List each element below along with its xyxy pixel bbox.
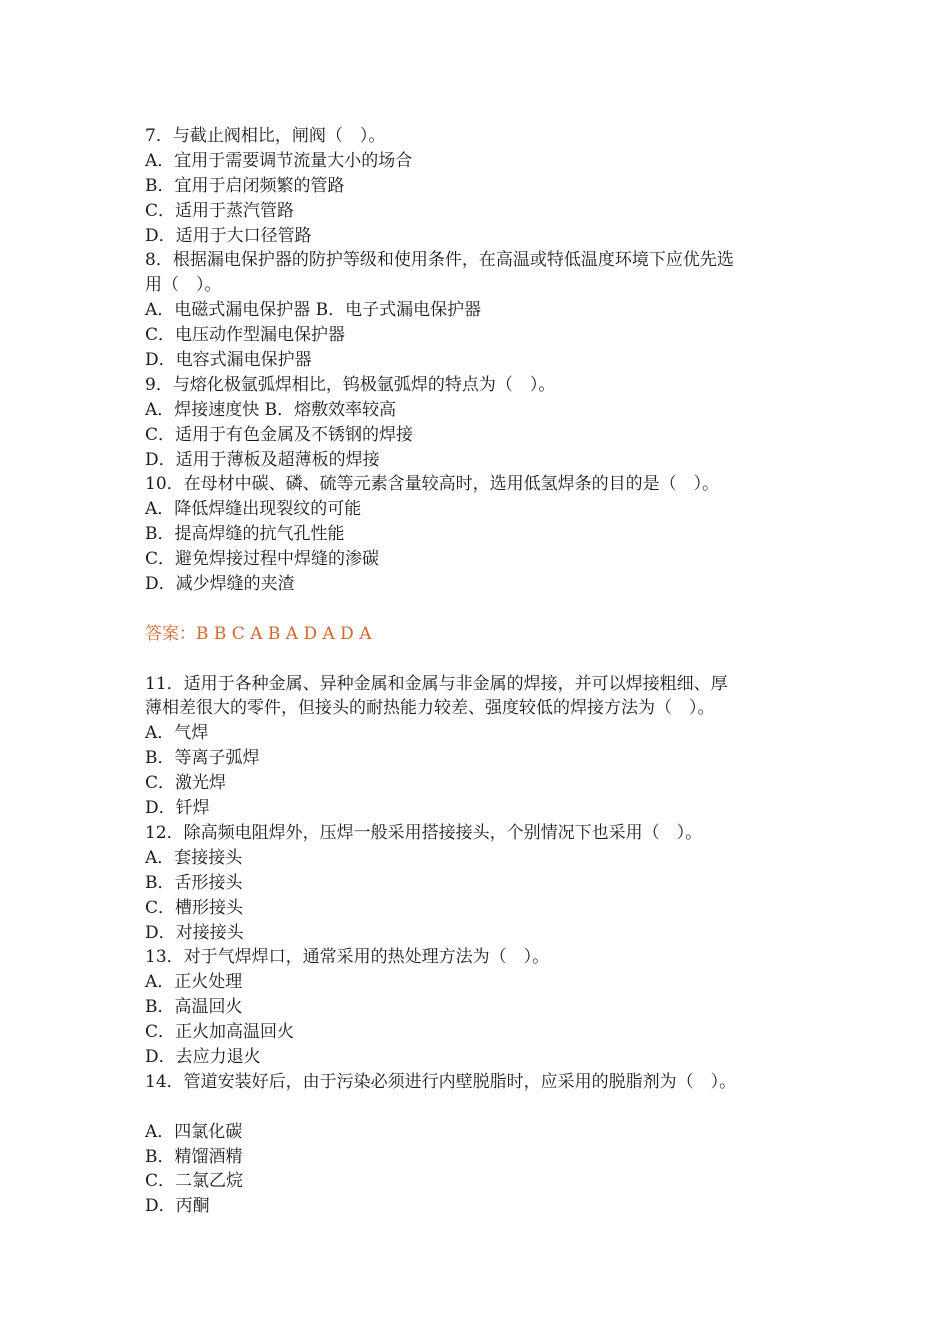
option-8-d: D．电容式漏电保护器 xyxy=(145,350,312,371)
spacer xyxy=(145,647,845,672)
question-9-stem: 9．与熔化极氩弧焊相比，钨极氩弧焊的特点为（ ）。 xyxy=(145,374,556,395)
option-14-d: D．丙酮 xyxy=(145,1196,210,1217)
option-11-d: D．钎焊 xyxy=(145,798,210,819)
option-13-d: D．去应力退火 xyxy=(145,1046,261,1067)
question-block-11-14 xyxy=(145,672,845,1095)
option-9-c: C．适用于有色金属及不锈钢的焊接 xyxy=(145,424,414,445)
question-13-stem: 13．对于气焊焊口，通常采用的热处理方法为（ ）。 xyxy=(145,947,550,968)
option-9-ab: A．焊接速度快 B．熔敷效率较高 xyxy=(145,399,397,420)
option-7-b: B．宜用于启闭频繁的管路 xyxy=(145,175,345,196)
option-12-a: A．套接接头 xyxy=(145,847,243,868)
option-10-a: A．降低焊缝出现裂纹的可能 xyxy=(145,499,362,520)
question-block-7-10 xyxy=(145,124,845,597)
option-13-c: C．正火加高温回火 xyxy=(145,1022,295,1043)
option-10-b: B．提高焊缝的抗气孔性能 xyxy=(145,524,345,545)
question-14-stem: 14．管道安装好后，由于污染必须进行内壁脱脂时，应采用的脱脂剂为（ ）。 xyxy=(145,1071,737,1092)
question-7-stem: 7．与截止阀相比，闸阀（ ）。 xyxy=(145,126,386,146)
question-8-stem: 8．根据漏电保护器的防护等级和使用条件，在高温或特低温度环境下应优先选 xyxy=(145,250,734,271)
option-11-c: C．激光焊 xyxy=(145,773,227,794)
question-12-stem: 12．除高频电阻焊外，压焊一般采用搭接接头，个别情况下也采用（ ）。 xyxy=(145,822,703,843)
option-12-d: D．对接接头 xyxy=(145,922,244,943)
option-10-c: C．避免焊接过程中焊缝的渗碳 xyxy=(145,549,380,570)
option-11-a: A．气焊 xyxy=(145,723,209,744)
question-11-stem-cont: 薄相差很大的零件，但接头的耐热能力较差、强度较低的焊接方法为（ ）。 xyxy=(145,698,715,719)
option-12-b: B．舌形接头 xyxy=(145,872,243,893)
option-8-c: C．电压动作型漏电保护器 xyxy=(145,325,346,346)
option-14-b: B．精馏酒精 xyxy=(145,1146,243,1167)
option-14-a: A．四氯化碳 xyxy=(145,1121,243,1142)
option-10-d: D．减少焊缝的夹渣 xyxy=(145,574,295,595)
option-14-c: C．二氯乙烷 xyxy=(145,1171,244,1192)
option-7-a: A．宜用于需要调节流量大小的场合 xyxy=(145,150,413,171)
spacer xyxy=(145,1095,845,1120)
option-11-b: B．等离子弧焊 xyxy=(145,748,260,769)
option-block-14 xyxy=(145,1120,845,1220)
question-8-stem-cont: 用（ ）。 xyxy=(145,275,222,296)
option-8-ab: A．电磁式漏电保护器 B．电子式漏电保护器 xyxy=(145,300,482,321)
document-page xyxy=(145,124,845,1219)
option-13-b: B．高温回火 xyxy=(145,997,243,1018)
question-11-stem: 11．适用于各种金属、异种金属和金属与非金属的焊接，并可以焊接粗细、厚 xyxy=(145,673,728,694)
question-10-stem: 10．在母材中碳、磷、硫等元素含量较高时，选用低氢焊条的目的是（ ）。 xyxy=(145,474,720,495)
option-12-c: C．槽形接头 xyxy=(145,897,244,918)
option-13-a: A．正火处理 xyxy=(145,972,243,993)
spacer xyxy=(145,597,845,622)
option-9-d: D．适用于薄板及超薄板的焊接 xyxy=(145,449,380,470)
answer-key: 答案：B B C A B A D A D A xyxy=(145,623,372,644)
option-7-d: D．适用于大口径管路 xyxy=(145,225,312,246)
option-7-c: C．适用于蒸汽管路 xyxy=(145,200,295,221)
